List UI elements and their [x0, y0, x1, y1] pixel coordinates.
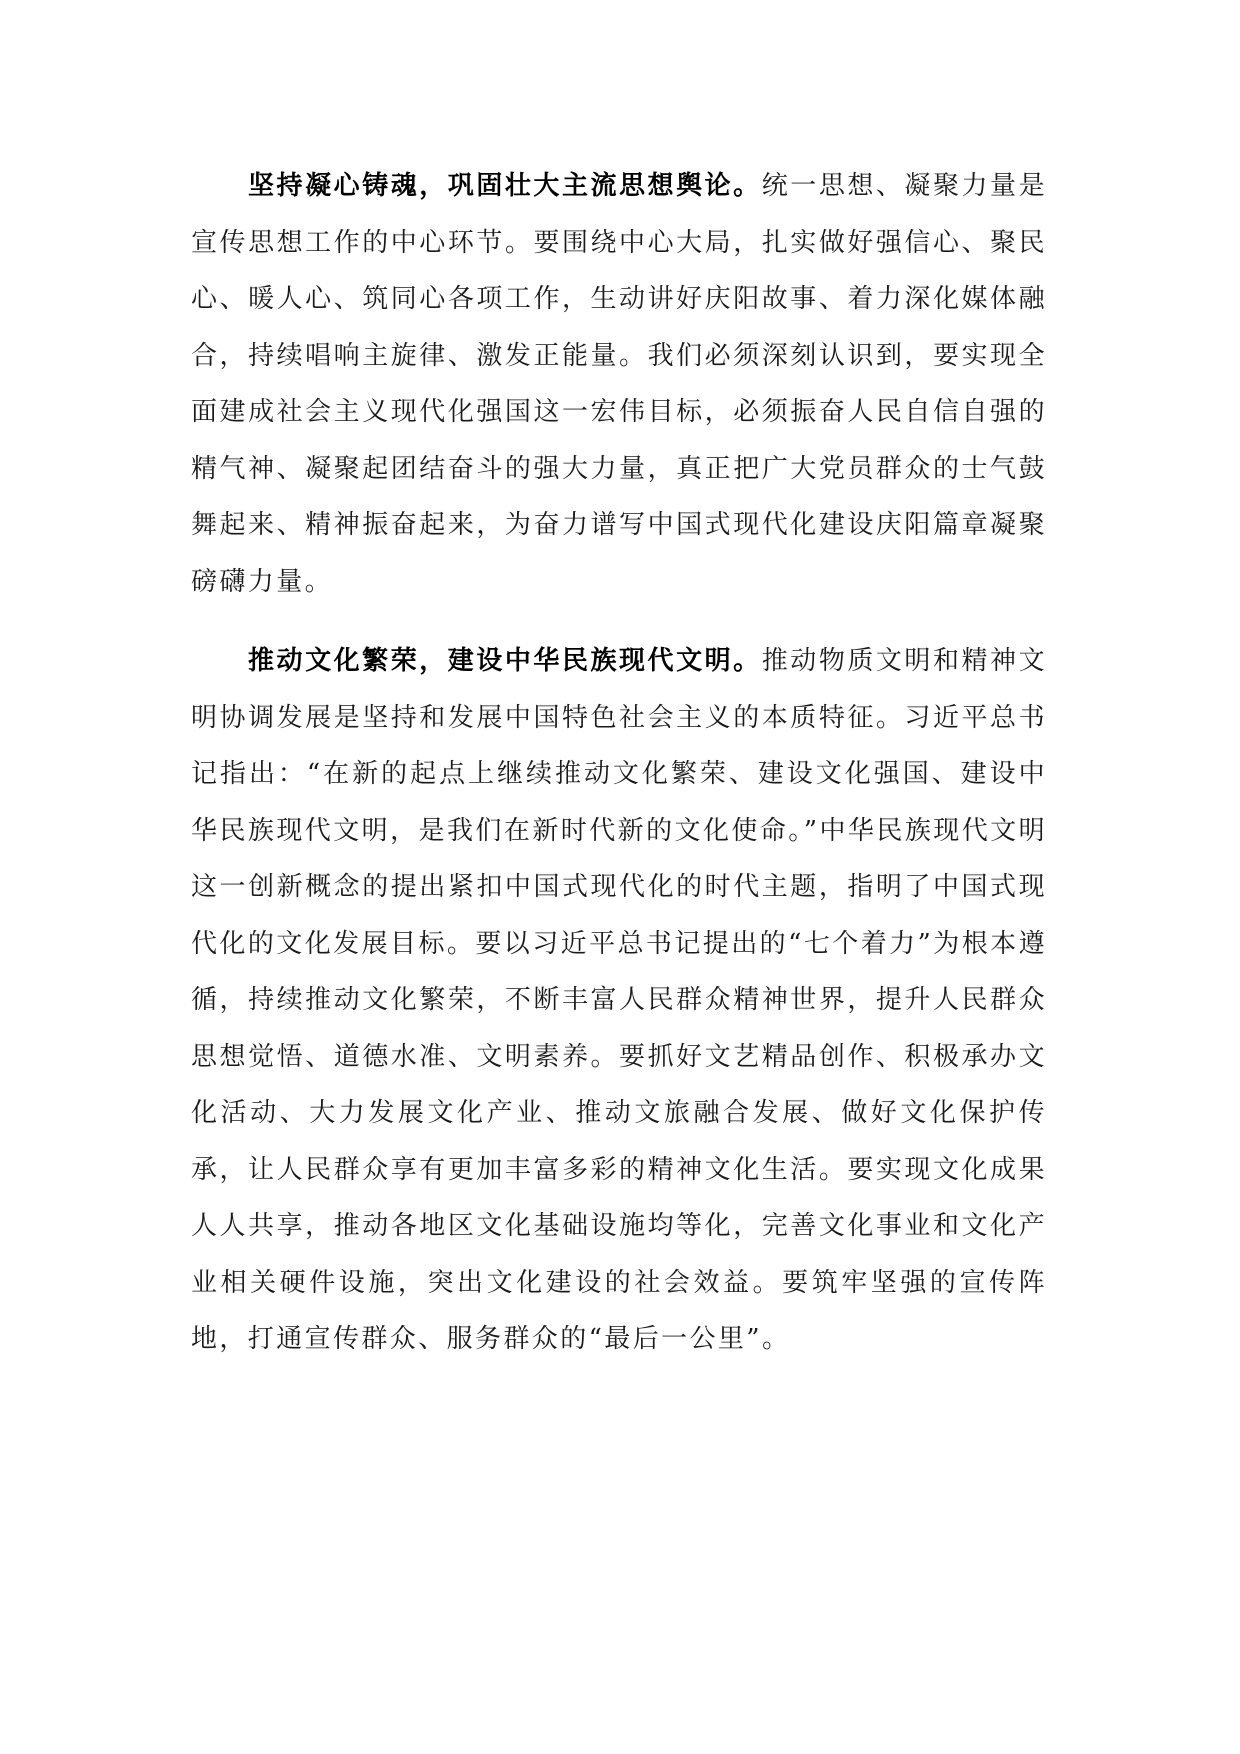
document-body — [191, 158, 1047, 1368]
paragraph-2-heading: 推动文化繁荣，建设中华民族现代文明。 — [248, 646, 762, 676]
paragraph-2-text: 推动物质文明和精神文明协调发展是坚持和发展中国特色社会主义的本质特征。习近平总书记指出：“在新的起点上继续推动文化繁荣、建设文化强国、建设中华民族现代文明，是我们在新时代新的文化使命。”中华民族现代文明这一创新概念的提出紧扣中国式现代化的时代主题，指明了中国式现代化的文化发展目标。要以习近平总书记提出的“七个着力”为根本遵循，持续推动文化繁荣，不断丰富人民群众精神世界，提升人民群众思想觉悟、道德水准、文明素养。要抓好文艺精品创作、积极承办文化活动、大力发展文化产业、推动文旅融合发展、做好文化保护传承，让人民群众享有更加丰富多彩的精神文化生活。要实现文化成果人人共享，推动各地区文化基础设施均等化，完善文化事业和文化产业相关硬件设施，突出文化建设的社会效益。要筑牢坚强的宣传阵地，打通宣传群众、服务群众的“最后一公里”。 — [191, 646, 1047, 1354]
paragraph-1-heading: 坚持凝心铸魂，巩固壮大主流思想舆论。 — [248, 171, 762, 201]
paragraph-1-text: 统一思想、凝聚力量是宣传思想工作的中心环节。要围绕中心大局，扎实做好强信心、聚民心、暖人心、筑同心各项工作，生动讲好庆阳故事、着力深化媒体融合，持续唱响主旋律、激发正能量。我们必须深刻认识到，要实现全面建成社会主义现代化强国这一宏伟目标，必须振奋人民自信自强的精气神、凝聚起团结奋斗的强大力量，真正把广大党员群众的士气鼓舞起来、精神振奋起来，为奋力谱写中国式现代化建设庆阳篇章凝聚磅礴力量。 — [191, 171, 1047, 597]
paragraph-2 — [191, 633, 1047, 1368]
paragraph-1 — [191, 158, 1047, 610]
